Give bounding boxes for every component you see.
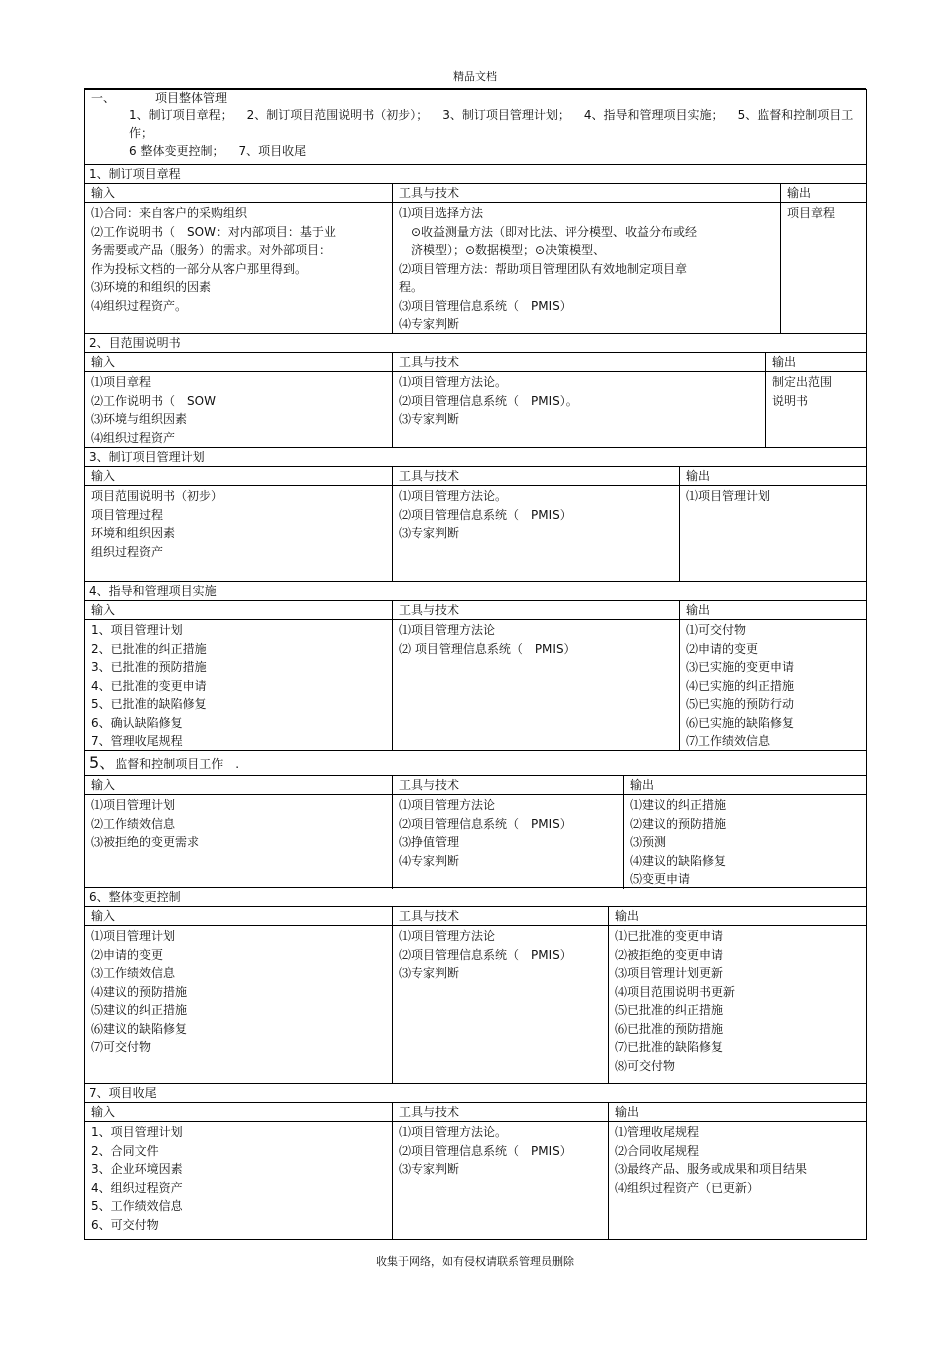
list-item: ⑵建议的预防措施 (630, 816, 727, 831)
page-header: 精品文档 (453, 70, 497, 83)
list-item: ⑵被拒绝的变更申请 (615, 947, 724, 962)
column-header-output: 输出 (686, 469, 711, 483)
list-item: ⑵工作说明书（ SOW (91, 393, 216, 408)
table-row (85, 486, 866, 582)
inputs-cell (85, 795, 393, 889)
list-item: ⑴项目管理方法论。 (399, 489, 508, 503)
list-item: ⑺可交付物 (91, 1040, 152, 1054)
table-header-row (85, 601, 866, 620)
list-item: 5、工作绩效信息 (91, 1199, 183, 1213)
list-item: ⑶已实施的变更申请 (686, 660, 795, 674)
list-item: ⑷专家判断 (399, 853, 460, 868)
list-item: 1、项目管理计划 (91, 1125, 183, 1139)
tools-cell (393, 620, 680, 751)
list-item: 项目章程 (787, 206, 836, 220)
list-item: ⑶挣值管理 (399, 835, 460, 849)
list-item: ⑶最终产品、服务或成果和项目结果 (615, 1162, 808, 1176)
list-item: ⑴项目管理方法论 (399, 798, 496, 812)
table-header-row (85, 353, 866, 372)
column-header-input: 输入 (85, 776, 393, 794)
table-row (85, 372, 866, 448)
list-item: ⑵合同收尾规程 (615, 1143, 700, 1158)
list-item: 4、已批准的变更申请 (91, 678, 207, 693)
list-item: 6、确认缺陷修复 (91, 715, 183, 730)
list-item: 项目管理过程 (91, 507, 164, 522)
process-document (84, 89, 867, 1240)
column-header-output: 输出 (772, 355, 797, 369)
list-item: 务需要或产品（服务）的需求。对外部项目： (91, 243, 332, 257)
list-item: 制定出范围 (772, 375, 833, 389)
list-item: 说明书 (772, 393, 809, 408)
intro-title: 项目整体管理 (155, 91, 228, 105)
list-item: ⑹已实施的缺陷修复 (686, 715, 795, 730)
list-item: ⑵项目管理信息系统（ PMIS） (399, 507, 572, 522)
page-footer: 收集于网络，如有侵权请联系管理员删除 (376, 1255, 574, 1268)
intro-block (85, 90, 866, 165)
list-item: ⑸变更申请 (630, 872, 691, 886)
sections-container (85, 165, 866, 1239)
list-item: ⑴管理收尾规程 (615, 1125, 700, 1139)
list-item: 项目范围说明书（初步） (91, 489, 224, 503)
list-item: 6、可交付物 (91, 1217, 159, 1232)
section-title-text: 2、目范围说明书 (89, 336, 181, 350)
table-row (85, 926, 866, 1084)
list-item: ⑴项目管理计划 (91, 798, 176, 812)
inputs-cell (85, 926, 393, 1083)
list-item: 4、组织过程资产 (91, 1180, 183, 1195)
table-header-row (85, 1103, 866, 1122)
tools-cell (393, 926, 609, 1083)
column-header-input: 输入 (85, 1103, 393, 1121)
list-item: ⑴项目管理方法论。 (399, 1125, 508, 1139)
list-item: ⑵ 项目管理信息系统（ PMIS） (399, 641, 576, 656)
inputs-cell (85, 620, 393, 751)
column-header-input: 输入 (85, 353, 393, 371)
table-row (85, 795, 866, 888)
list-item: ⑴可交付物 (686, 623, 747, 637)
inputs-cell (85, 1122, 393, 1239)
intro-item: 4、指导和管理项目实施； (583, 108, 724, 122)
outputs-cell (609, 1122, 866, 1239)
list-item: ⑴项目管理方法论 (399, 623, 496, 637)
list-item: ⑷组织过程资产（已更新） (615, 1180, 760, 1195)
list-item: 环境和组织因素 (91, 526, 176, 540)
table-row (85, 203, 866, 334)
column-header-input: 输入 (85, 467, 393, 485)
list-item: ⑹建议的缺陷修复 (91, 1021, 188, 1036)
intro-item: 6 整体变更控制； (129, 144, 225, 158)
list-item: ⑴项目章程 (91, 375, 152, 389)
section-title-text: 6、整体变更控制 (89, 890, 181, 904)
column-header-output: 输出 (615, 909, 640, 923)
outputs-cell (680, 486, 866, 581)
list-item: ⑶环境与组织因素 (91, 412, 188, 426)
list-item: 作为投标文档的一部分从客户那里得到。 (91, 261, 308, 276)
column-header-input: 输入 (85, 601, 393, 619)
intro-item: 5、监督和控制项目工作； (129, 108, 854, 140)
list-item: ⑴项目管理计划 (686, 489, 771, 503)
section-title (85, 582, 866, 601)
list-item: ⑷建议的缺陷修复 (630, 853, 727, 868)
intro-process-list (91, 106, 860, 160)
list-item: ⊙收益测量方法（即对比法、评分模型、收益分布或经 (399, 224, 698, 239)
column-header-output: 输出 (686, 603, 711, 617)
list-item: ⑶预测 (630, 835, 667, 849)
list-item: ⑶专家判断 (399, 412, 460, 426)
list-item: ⑵项目管理信息系统（ PMIS） (399, 816, 572, 831)
list-item: ⑶专家判断 (399, 526, 460, 540)
list-item: 5、已批准的缺陷修复 (91, 697, 207, 711)
list-item: ⑵项目管理信息系统（ PMIS） (399, 947, 572, 962)
list-item: ⑴已批准的变更申请 (615, 929, 724, 943)
list-item: ⑴合同：来自客户的采购组织 (91, 206, 248, 220)
list-item: ⑴建议的纠正措施 (630, 798, 727, 812)
table-header-row (85, 907, 866, 926)
section-title-text: 7、项目收尾 (89, 1086, 157, 1100)
section-number: 5、 (89, 753, 116, 772)
intro-heading (91, 90, 860, 106)
intro-item: 1、制订项目章程； (129, 108, 233, 122)
section-title (85, 888, 866, 907)
list-item: ⑵工作绩效信息 (91, 816, 176, 831)
section-title (85, 1084, 866, 1103)
column-header-tools: 工具与技术 (393, 1103, 609, 1121)
tools-cell (393, 486, 680, 581)
list-item: 组织过程资产 (91, 544, 164, 559)
list-item: ⑶项目管理信息系统（ PMIS） (399, 298, 572, 313)
tools-cell (393, 372, 766, 447)
list-item: ⑶专家判断 (399, 966, 460, 980)
list-item: ⑴项目选择方法 (399, 206, 484, 220)
inputs-cell (85, 372, 393, 447)
intro-number: 一、 (91, 91, 116, 105)
list-item: ⑻可交付物 (615, 1058, 676, 1073)
list-item: 2、已批准的纠正措施 (91, 641, 207, 656)
column-header-input: 输入 (85, 907, 393, 925)
outputs-cell (766, 372, 866, 447)
list-item: ⑷组织过程资产 (91, 430, 176, 445)
table-row (85, 620, 866, 751)
section-title (85, 448, 866, 467)
column-header-input: 输入 (85, 184, 393, 202)
column-header-output: 输出 (615, 1105, 640, 1119)
section-title-text: 监督和控制项目工作 . (115, 757, 240, 771)
intro-item: 7、项目收尾 (238, 144, 307, 158)
column-header-tools: 工具与技术 (393, 467, 680, 485)
list-item: ⑹已批准的预防措施 (615, 1021, 724, 1036)
tools-cell (393, 203, 781, 334)
list-item: ⑴项目管理方法论 (399, 929, 496, 943)
column-header-tools: 工具与技术 (393, 184, 781, 202)
list-item: ⑷项目范围说明书更新 (615, 984, 736, 999)
list-item: ⑵项目管理信息系统（ PMIS） (399, 1143, 572, 1158)
list-item: ⑸已批准的纠正措施 (615, 1003, 724, 1017)
list-item: ⑷专家判断 (399, 317, 460, 331)
table-header-row (85, 184, 866, 203)
list-item: ⑷组织过程资产。 (91, 298, 188, 313)
outputs-cell (609, 926, 866, 1083)
list-item: 3、已批准的预防措施 (91, 660, 207, 674)
list-item: ⑶环境的和组织的因素 (91, 280, 212, 294)
section-title (85, 334, 866, 353)
list-item: ⑶工作绩效信息 (91, 966, 176, 980)
list-item: ⑵项目管理方法：帮助项目管理团队有效地制定项目章 (399, 261, 688, 276)
table-row (85, 1122, 866, 1239)
list-item: ⑸已实施的预防行动 (686, 697, 795, 711)
list-item: 1、项目管理计划 (91, 623, 183, 637)
list-item: 2、合同文件 (91, 1143, 159, 1158)
section-title-text: 3、制订项目管理计划 (89, 450, 205, 464)
table-header-row (85, 776, 866, 795)
list-item: 7、管理收尾规程 (91, 734, 183, 748)
tools-cell (393, 1122, 609, 1239)
intro-item: 3、制订项目管理计划； (442, 108, 570, 122)
inputs-cell (85, 203, 393, 334)
list-item: 程。 (399, 280, 424, 294)
column-header-tools: 工具与技术 (393, 907, 609, 925)
column-header-output: 输出 (787, 186, 812, 200)
outputs-cell (624, 795, 866, 889)
column-header-tools: 工具与技术 (393, 776, 624, 794)
list-item: ⑺已批准的缺陷修复 (615, 1040, 724, 1054)
list-item: 3、企业环境因素 (91, 1162, 183, 1176)
column-header-tools: 工具与技术 (393, 601, 680, 619)
section-title-text: 4、指导和管理项目实施 (89, 584, 217, 598)
list-item: ⑶项目管理计划更新 (615, 966, 724, 980)
outputs-cell (781, 203, 866, 334)
list-item: ⑷建议的预防措施 (91, 984, 188, 999)
list-item: ⑵申请的变更 (686, 641, 759, 656)
list-item: ⑺工作绩效信息 (686, 734, 771, 748)
tools-cell (393, 795, 624, 889)
list-item: ⑶被拒绝的变更需求 (91, 835, 200, 849)
outputs-cell (680, 620, 866, 751)
list-item: 济模型）；⊙数据模型；⊙决策模型、 (399, 243, 606, 257)
list-item: ⑵工作说明书（ SOW：对内部项目：基于业 (91, 224, 336, 239)
list-item: ⑶专家判断 (399, 1162, 460, 1176)
list-item: ⑴项目管理方法论。 (399, 375, 508, 389)
table-header-row (85, 467, 866, 486)
list-item: ⑵项目管理信息系统（ PMIS）。 (399, 393, 578, 408)
list-item: ⑵申请的变更 (91, 947, 164, 962)
inputs-cell (85, 486, 393, 581)
section-title-text: 1、制订项目章程 (89, 167, 181, 181)
list-item: ⑴项目管理计划 (91, 929, 176, 943)
list-item: ⑸建议的纠正措施 (91, 1003, 188, 1017)
intro-item: 2、制订项目范围说明书（初步）； (246, 108, 429, 122)
section-title (85, 751, 866, 776)
section-title (85, 165, 866, 184)
list-item: ⑷已实施的纠正措施 (686, 678, 795, 693)
column-header-output: 输出 (630, 778, 655, 792)
column-header-tools: 工具与技术 (393, 353, 766, 371)
